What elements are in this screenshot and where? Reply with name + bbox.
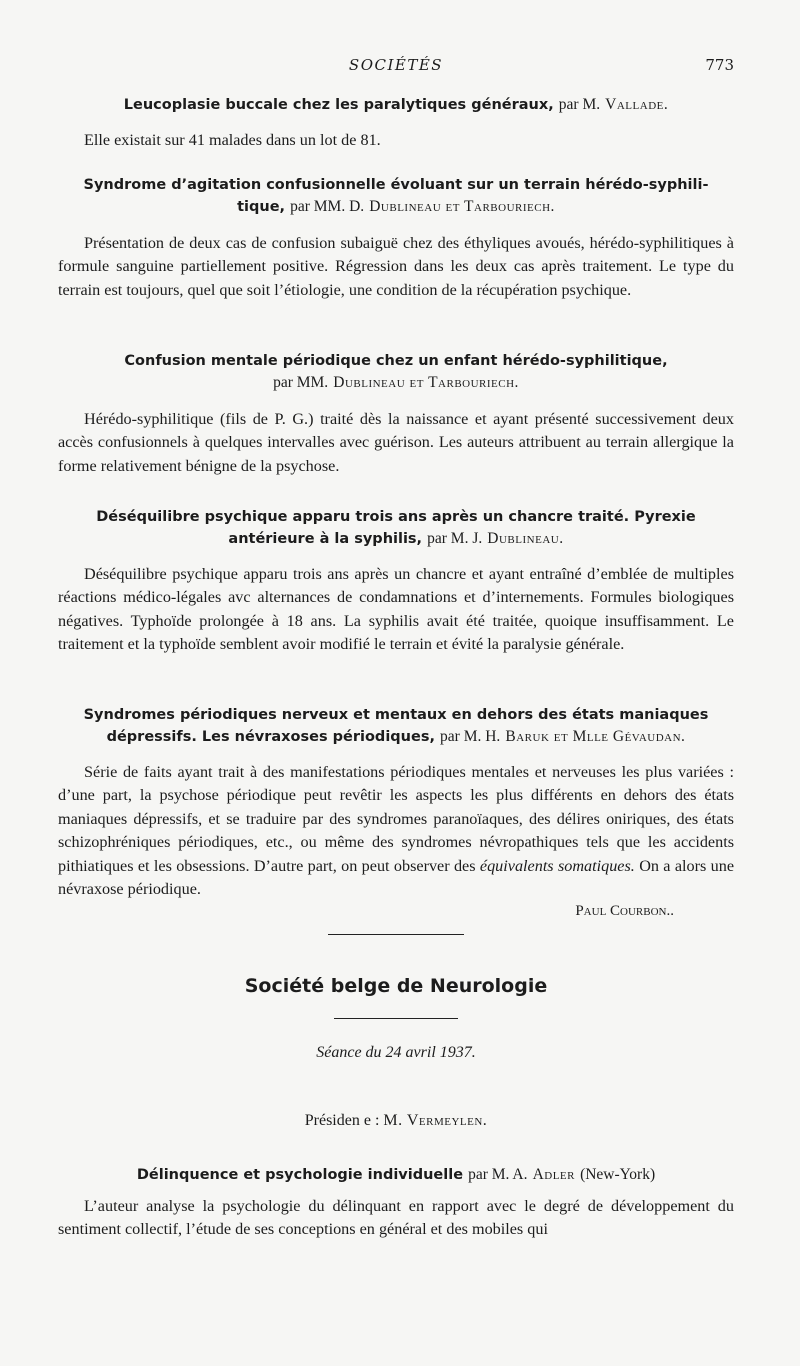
article-1-authors: Vallade.	[605, 96, 669, 113]
page-number: 773	[705, 56, 734, 74]
article-5-body-part2: On a alors une névraxose périodique.	[58, 856, 735, 899]
article-3-authors: Dublineau et Tarbouriech.	[333, 374, 519, 391]
session-date: Séance du 24 avril 1937.	[316, 1044, 476, 1061]
article-5	[58, 704, 734, 920]
article-5-body	[58, 761, 734, 901]
article-3-title: Confusion mentale périodique chez un enfant hérédo-syphilitique,	[124, 353, 668, 369]
article-6-title: Délinquence et psychologie individuelle	[136, 1167, 464, 1183]
society-title: Société belge de Neurologie	[244, 975, 548, 997]
article-2-body: Présentation de deux cas de confusion subaiguë chez des éthyliques avoués, hérédo-syphilitiques à formule sanguine partiellement positive. Régression dans les deux cas après traitement. Le type du terrain est toujours, quel que soit l’étiologie, une condition de la récupération psychique.	[58, 234, 734, 299]
running-title: SOCIÉTÉS	[348, 56, 444, 74]
article-2-by: par MM. D.	[290, 198, 365, 215]
president-label: Présiden e :	[304, 1112, 380, 1129]
article-5-title-line1: Syndromes périodiques nerveux et mentaux en dehors des états maniaques	[83, 707, 709, 723]
article-2-authors: Dublineau et Tarbouriech.	[369, 198, 555, 215]
society-title-rule	[334, 1018, 458, 1019]
article-1-heading	[58, 94, 734, 116]
article-1-by: par M.	[558, 96, 601, 113]
article-5-signature: Paul Courbon..	[575, 903, 674, 920]
presidency-block	[58, 1112, 734, 1130]
article-2-heading	[58, 174, 734, 218]
article-3	[58, 350, 734, 478]
article-6-place: (New-York)	[580, 1166, 656, 1183]
article-4-by: par M. J.	[427, 530, 483, 547]
article-5-body-part1: Série de faits ayant trait à des manifestations périodiques mentales et nerveuses les plus variées : d’une part, la psychose périodique peut revêtir les aspects les plus différents en dehors des états maniaques dépressifs, et se traduire par des syndromes paranoïaques, des délires oniriques, des états schizophréniques périodiques, etc., ou même des syndromes névropathiques tels que les accidents pithiatiques et les obsessions. D’autre part, on peut observer des	[58, 763, 734, 875]
article-4-title-line2: antérieure à la syphilis,	[228, 531, 423, 547]
article-6-by: par M. A.	[468, 1166, 528, 1183]
article-6-body: L’auteur analyse la psychologie du délinquant en rapport avec le degré de développement du sentiment collectif, l’étude de ses conceptions en général et des mobiles qui	[58, 1197, 734, 1239]
article-2-title-line2: tique,	[237, 199, 286, 215]
president-name: M. Vermeylen.	[383, 1112, 488, 1129]
article-5-by: par M. H.	[440, 728, 501, 745]
article-4-authors: Dublineau.	[487, 530, 564, 547]
article-2-title-line1: Syndrome d’agitation confusionnelle évoluant sur un terrain hérédo-syphili-	[83, 177, 709, 193]
article-5-authors: Baruk et Mlle Gévaudan.	[505, 728, 686, 745]
article-4	[58, 506, 734, 657]
article-4-body: Déséquilibre psychique apparu trois ans après un chancre et ayant entraîné d’emblée de multiples réactions médico-légales avc alternances de condamnations et d’internements. Formules biologiques négatives. Typhoïde prolongée à 18 ans. La syphilis avait été traitée, quoique insuffisamment. Le traitement et la typhoïde semblent avoir modifié le terrain et évité la paralysie générale.	[58, 565, 734, 654]
article-3-body: Hérédo-syphilitique (fils de P. G.) traité dès la naissance et ayant présenté successivement deux accès confusionnels à quelques intervalles avec guérison. Les auteurs attribuent au terrain allergique la forme relativement bénigne de la psychose.	[58, 410, 734, 475]
article-5-title-line2: dépressifs. Les névraxoses périodiques,	[106, 729, 435, 745]
article-1	[58, 94, 734, 152]
article-6-heading	[58, 1164, 734, 1186]
session-date-block	[58, 1044, 734, 1062]
society-section	[58, 975, 734, 997]
section-divider	[328, 934, 464, 935]
article-5-heading	[58, 704, 734, 748]
article-1-body: Elle existait sur 41 malades dans un lot de 81.	[84, 131, 381, 149]
article-4-heading	[58, 506, 734, 550]
article-1-title: Leucoplasie buccale chez les paralytiques généraux,	[123, 97, 554, 113]
article-3-by: par MM.	[273, 374, 329, 391]
article-6-author: Adler	[532, 1166, 575, 1183]
presidency-line	[58, 1112, 734, 1130]
article-4-title-line1: Déséquilibre psychique apparu trois ans après un chancre traité. Pyrexie	[96, 509, 696, 525]
running-header	[58, 56, 734, 80]
article-2	[58, 174, 734, 302]
article-6	[58, 1164, 734, 1242]
article-5-body-italic: équivalents somatiques.	[479, 856, 635, 875]
article-3-heading	[58, 350, 734, 394]
